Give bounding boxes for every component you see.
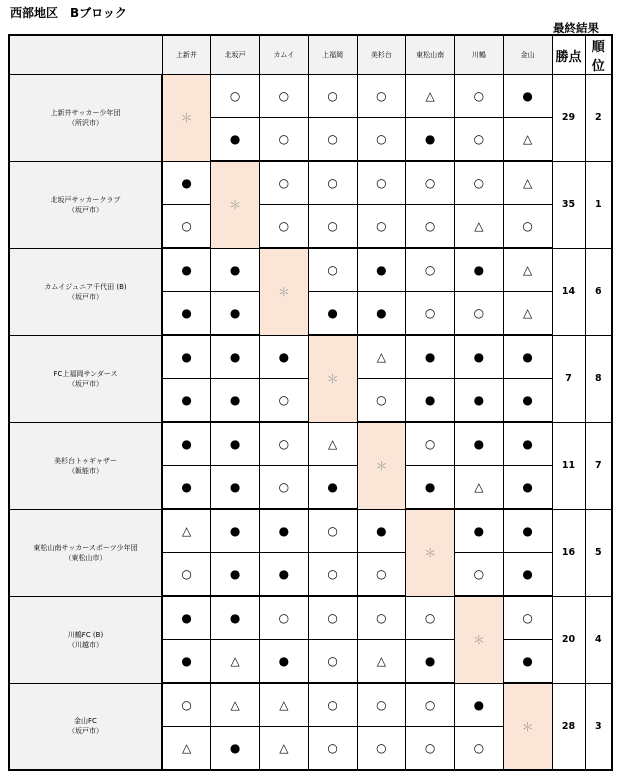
- result-cell: ●: [162, 248, 211, 292]
- result-cell: ●: [503, 640, 552, 684]
- rank-cell: 4: [585, 596, 612, 683]
- team-row-first-leg: [9, 683, 612, 727]
- result-cell: ○: [455, 553, 504, 597]
- self-match-cell: ＊: [260, 248, 309, 335]
- column-header: 上福岡: [308, 35, 357, 75]
- team-name: 金山FC: [74, 717, 97, 726]
- result-cell: ●: [211, 248, 260, 292]
- result-cell: ○: [503, 205, 552, 249]
- result-cell: ●: [162, 640, 211, 684]
- result-cell: ●: [503, 335, 552, 379]
- team-row-first-leg: [9, 161, 612, 205]
- team-name-cell: [9, 75, 162, 162]
- points-cell: 29: [552, 75, 585, 162]
- header-row: [9, 35, 612, 75]
- result-cell: ●: [162, 379, 211, 423]
- result-cell: △: [503, 292, 552, 336]
- result-cell: ○: [308, 596, 357, 640]
- points-cell: 35: [552, 161, 585, 248]
- result-cell: ●: [162, 422, 211, 466]
- result-cell: ○: [308, 509, 357, 553]
- result-cell: ●: [260, 335, 309, 379]
- result-cell: ●: [357, 509, 406, 553]
- team-name: 北坂戸サッカークラブ: [50, 195, 121, 204]
- team-name: 上新井サッカー少年団: [50, 108, 121, 117]
- result-cell: ○: [357, 596, 406, 640]
- team-name: 東松山南サッカースポーツ少年団: [33, 543, 138, 552]
- result-cell: ○: [162, 683, 211, 727]
- result-cell: ●: [308, 466, 357, 510]
- team-name-cell: [9, 161, 162, 248]
- final-results-label: 最終結果: [553, 21, 599, 35]
- result-cell: ○: [406, 205, 455, 249]
- result-cell: ○: [260, 118, 309, 162]
- team-city: （東松山市）: [64, 553, 107, 562]
- result-cell: ●: [162, 161, 211, 205]
- result-cell: ○: [455, 727, 504, 771]
- self-match-cell: ＊: [162, 75, 211, 162]
- column-header: 川鶴: [455, 35, 504, 75]
- result-cell: ●: [503, 422, 552, 466]
- result-cell: ●: [211, 335, 260, 379]
- result-cell: ○: [357, 553, 406, 597]
- result-cell: ○: [406, 161, 455, 205]
- result-cell: ○: [357, 75, 406, 118]
- result-cell: ○: [162, 205, 211, 249]
- result-cell: ○: [357, 118, 406, 162]
- team-city: （坂戸市）: [68, 205, 103, 214]
- points-header: 勝点: [552, 35, 585, 75]
- result-cell: ●: [211, 596, 260, 640]
- result-cell: △: [503, 161, 552, 205]
- result-cell: ●: [260, 640, 309, 684]
- result-cell: △: [260, 683, 309, 727]
- result-cell: ●: [211, 118, 260, 162]
- result-cell: ●: [455, 248, 504, 292]
- result-cell: ○: [308, 248, 357, 292]
- team-name-cell: [9, 509, 162, 596]
- result-cell: ○: [308, 75, 357, 118]
- result-cell: ●: [357, 248, 406, 292]
- result-cell: ●: [162, 292, 211, 336]
- team-row-first-leg: [9, 596, 612, 640]
- result-cell: ●: [211, 466, 260, 510]
- result-cell: ○: [455, 161, 504, 205]
- result-cell: ●: [211, 509, 260, 553]
- result-cell: ●: [260, 553, 309, 597]
- self-match-cell: ＊: [357, 422, 406, 509]
- result-cell: ●: [308, 292, 357, 336]
- self-match-cell: ＊: [308, 335, 357, 422]
- result-cell: ○: [308, 161, 357, 205]
- result-cell: △: [455, 466, 504, 510]
- result-cell: ○: [162, 553, 211, 597]
- points-cell: 28: [552, 683, 585, 770]
- result-cell: △: [406, 75, 455, 118]
- team-city: （坂戸市）: [68, 379, 103, 388]
- result-cell: ○: [308, 205, 357, 249]
- points-cell: 20: [552, 596, 585, 683]
- rank-cell: 7: [585, 422, 612, 509]
- column-header: 金山: [503, 35, 552, 75]
- result-cell: ○: [503, 596, 552, 640]
- team-city: （坂戸市）: [68, 292, 103, 301]
- team-city: （川越市）: [68, 640, 103, 649]
- result-cell: ○: [211, 75, 260, 118]
- result-cell: △: [503, 118, 552, 162]
- result-cell: ●: [503, 75, 552, 118]
- result-cell: ○: [406, 248, 455, 292]
- result-cell: ●: [503, 553, 552, 597]
- column-header: 美杉台: [357, 35, 406, 75]
- result-cell: ○: [308, 683, 357, 727]
- result-cell: △: [357, 640, 406, 684]
- result-cell: △: [211, 683, 260, 727]
- team-name-cell: [9, 683, 162, 770]
- result-cell: △: [503, 248, 552, 292]
- result-cell: ○: [260, 466, 309, 510]
- self-match-cell: ＊: [503, 683, 552, 770]
- team-name-cell: [9, 596, 162, 683]
- result-cell: ○: [260, 205, 309, 249]
- result-cell: ○: [406, 683, 455, 727]
- result-cell: △: [357, 335, 406, 379]
- result-cell: ○: [308, 553, 357, 597]
- result-cell: ○: [406, 292, 455, 336]
- team-city: （所沢市）: [68, 118, 103, 127]
- corner-cell: [9, 35, 162, 75]
- team-row-first-leg: [9, 509, 612, 553]
- result-cell: ○: [260, 596, 309, 640]
- points-cell: 14: [552, 248, 585, 335]
- column-header: 上新井: [162, 35, 211, 75]
- result-cell: ●: [211, 292, 260, 336]
- result-cell: ○: [357, 727, 406, 771]
- result-cell: ●: [162, 596, 211, 640]
- column-header: 東松山南: [406, 35, 455, 75]
- team-city: （飯能市）: [68, 466, 103, 475]
- result-cell: ●: [211, 422, 260, 466]
- rank-cell: 2: [585, 75, 612, 162]
- result-cell: △: [162, 509, 211, 553]
- result-cell: ●: [260, 509, 309, 553]
- block-title: 西部地区 Bブロック: [10, 6, 127, 20]
- result-cell: △: [260, 727, 309, 771]
- result-cell: ●: [211, 379, 260, 423]
- result-cell: ○: [260, 161, 309, 205]
- result-cell: △: [211, 640, 260, 684]
- team-name-cell: [9, 248, 162, 335]
- result-cell: ●: [406, 118, 455, 162]
- self-match-cell: ＊: [211, 161, 260, 248]
- result-cell: ○: [455, 118, 504, 162]
- result-cell: ●: [503, 466, 552, 510]
- result-cell: △: [308, 422, 357, 466]
- result-cell: △: [455, 205, 504, 249]
- result-cell: ○: [260, 75, 309, 118]
- points-cell: 11: [552, 422, 585, 509]
- self-match-cell: ＊: [455, 596, 504, 683]
- team-row-first-leg: [9, 335, 612, 379]
- rank-cell: 5: [585, 509, 612, 596]
- team-city: （坂戸市）: [68, 727, 103, 736]
- results-table: [8, 34, 613, 771]
- result-cell: ○: [308, 118, 357, 162]
- result-cell: ○: [455, 292, 504, 336]
- result-cell: ○: [406, 727, 455, 771]
- result-cell: ●: [503, 379, 552, 423]
- result-cell: ●: [455, 509, 504, 553]
- result-cell: ●: [211, 727, 260, 771]
- result-cell: ○: [260, 422, 309, 466]
- team-row-first-leg: [9, 248, 612, 292]
- rank-header: 順位: [585, 35, 612, 75]
- rank-cell: 1: [585, 161, 612, 248]
- result-cell: ●: [503, 509, 552, 553]
- team-name: 川鶴FC (B): [67, 630, 104, 639]
- rank-cell: 3: [585, 683, 612, 770]
- result-cell: ○: [260, 379, 309, 423]
- result-cell: ○: [357, 205, 406, 249]
- team-name: カムイジュニア千代田 (B): [44, 282, 127, 291]
- result-cell: ○: [455, 75, 504, 118]
- result-cell: ●: [357, 292, 406, 336]
- result-cell: ●: [211, 553, 260, 597]
- result-cell: ●: [406, 640, 455, 684]
- result-cell: ○: [308, 640, 357, 684]
- result-cell: ●: [455, 422, 504, 466]
- result-cell: ●: [406, 466, 455, 510]
- result-cell: ●: [162, 335, 211, 379]
- result-cell: ○: [406, 422, 455, 466]
- result-cell: ●: [455, 379, 504, 423]
- points-cell: 7: [552, 335, 585, 422]
- result-cell: ○: [357, 161, 406, 205]
- team-name: 美杉台トゥギャザー: [54, 456, 117, 465]
- result-cell: ○: [357, 379, 406, 423]
- result-cell: ●: [455, 683, 504, 727]
- rank-cell: 8: [585, 335, 612, 422]
- points-cell: 16: [552, 509, 585, 596]
- result-cell: ○: [308, 727, 357, 771]
- self-match-cell: ＊: [406, 509, 455, 596]
- team-row-first-leg: [9, 75, 612, 118]
- team-name-cell: [9, 422, 162, 509]
- result-cell: △: [162, 727, 211, 771]
- team-name: FC上福岡サンダース: [53, 369, 118, 378]
- team-name-cell: [9, 335, 162, 422]
- result-cell: ●: [406, 335, 455, 379]
- team-row-first-leg: [9, 422, 612, 466]
- result-cell: ●: [406, 379, 455, 423]
- result-cell: ●: [162, 466, 211, 510]
- rank-cell: 6: [585, 248, 612, 335]
- column-header: 北坂戸: [211, 35, 260, 75]
- column-header: カムイ: [260, 35, 309, 75]
- result-cell: ●: [455, 335, 504, 379]
- result-cell: ○: [357, 683, 406, 727]
- result-cell: ○: [406, 596, 455, 640]
